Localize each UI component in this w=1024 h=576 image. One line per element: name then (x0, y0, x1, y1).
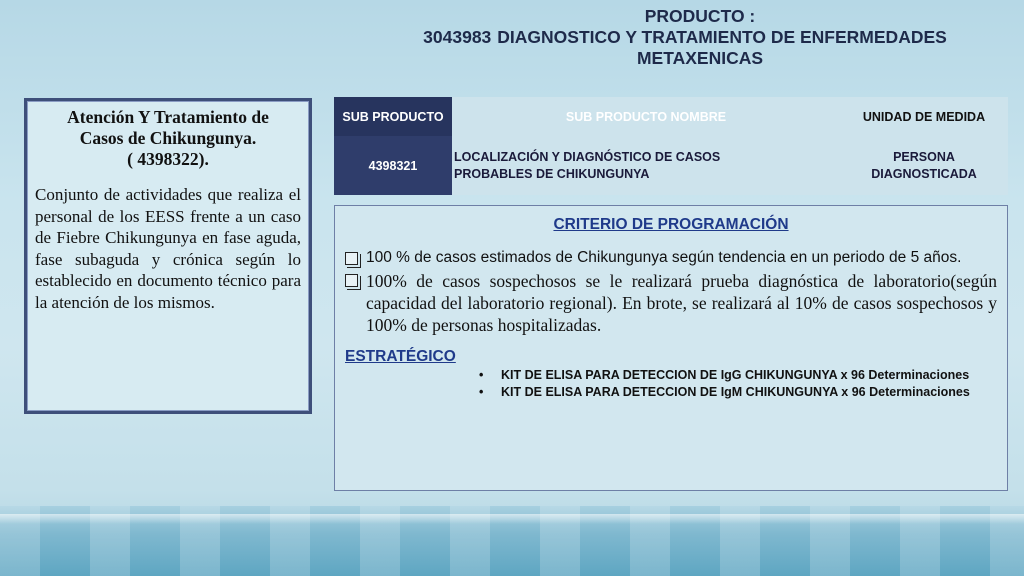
product-code: 3043983 (423, 27, 492, 47)
criteria-title: CRITERIO DE PROGRAMACIÓN (553, 216, 789, 233)
product-name-cont: METAXENICAS (636, 48, 764, 68)
table-row (334, 136, 1008, 195)
cell-code: 4398321 (334, 136, 452, 195)
activity-description: Conjunto de actividades que realiza el personal de los EESS frente a un caso de Fiebre Chikungunya en fase aguda, fase subaguda y crónica según lo establecido en documento técnico para la atención de los mismos. (35, 185, 301, 312)
cell-name-line2: PROBABLES DE CHIKUNGUNYA (454, 166, 650, 181)
product-line (340, 27, 1024, 48)
list-item (475, 385, 997, 400)
header-subproducto-nombre: SUB PRODUCTO NOMBRE (452, 97, 840, 136)
cell-name-line1: LOCALIZACIÓN Y DIAGNÓSTICO DE CASOS (454, 149, 721, 164)
cell-unit-line1: PERSONA (893, 149, 955, 164)
cell-unit (840, 136, 1008, 195)
strategic-list (345, 368, 997, 400)
bullet-icon: • (479, 385, 484, 399)
product-name: DIAGNOSTICO Y TRATAMIENTO DE ENFERMEDADES (497, 27, 947, 47)
criteria-item-text: 100 % de casos estimados de Chikungunya según tendencia en un periodo de 5 años. (366, 249, 962, 266)
strategic-item-text: KIT DE ELISA PARA DETECCION DE IgG CHIKUNGUNYA x 96 Determinaciones (501, 368, 970, 382)
bullet-icon: • (479, 368, 484, 382)
activity-title-line3: ( 4398322). (127, 149, 209, 169)
slide-header (340, 6, 1024, 69)
header-unidad-medida: UNIDAD DE MEDIDA (840, 97, 1008, 136)
criteria-list (345, 248, 997, 336)
strategic-item-text: KIT DE ELISA PARA DETECCION DE IgM CHIKUNGUNYA x 96 Determinaciones (501, 385, 970, 399)
criteria-item-text: 100% de casos sospechosos se le realizará prueba diagnóstica de laboratorio(según capacidad del laboratorio regional). En brote, se realizará al 10% de casos sospechosos y 100% de personas hospitalizadas. (366, 271, 997, 335)
checkbox-bullet-icon (345, 274, 358, 287)
sea-foam (0, 514, 1024, 524)
cell-unit-line2: DIAGNOSTICADA (871, 166, 977, 181)
product-label: PRODUCTO : (644, 6, 756, 26)
list-item (345, 270, 997, 336)
strategic-title: ESTRATÉGICO (345, 348, 456, 365)
list-item (475, 368, 997, 383)
subproduct-table (334, 97, 1008, 195)
header-subproducto: SUB PRODUCTO (334, 97, 452, 136)
list-item (345, 248, 997, 268)
criteria-box (334, 205, 1008, 491)
activity-title-line1: Atención Y Tratamiento de (67, 107, 269, 127)
activity-title (35, 107, 301, 170)
cell-name (452, 136, 840, 195)
activity-description-box (24, 98, 312, 414)
checkbox-bullet-icon (345, 252, 358, 265)
activity-title-line2: Casos de Chikungunya. (79, 128, 257, 148)
table-header (334, 97, 1008, 136)
